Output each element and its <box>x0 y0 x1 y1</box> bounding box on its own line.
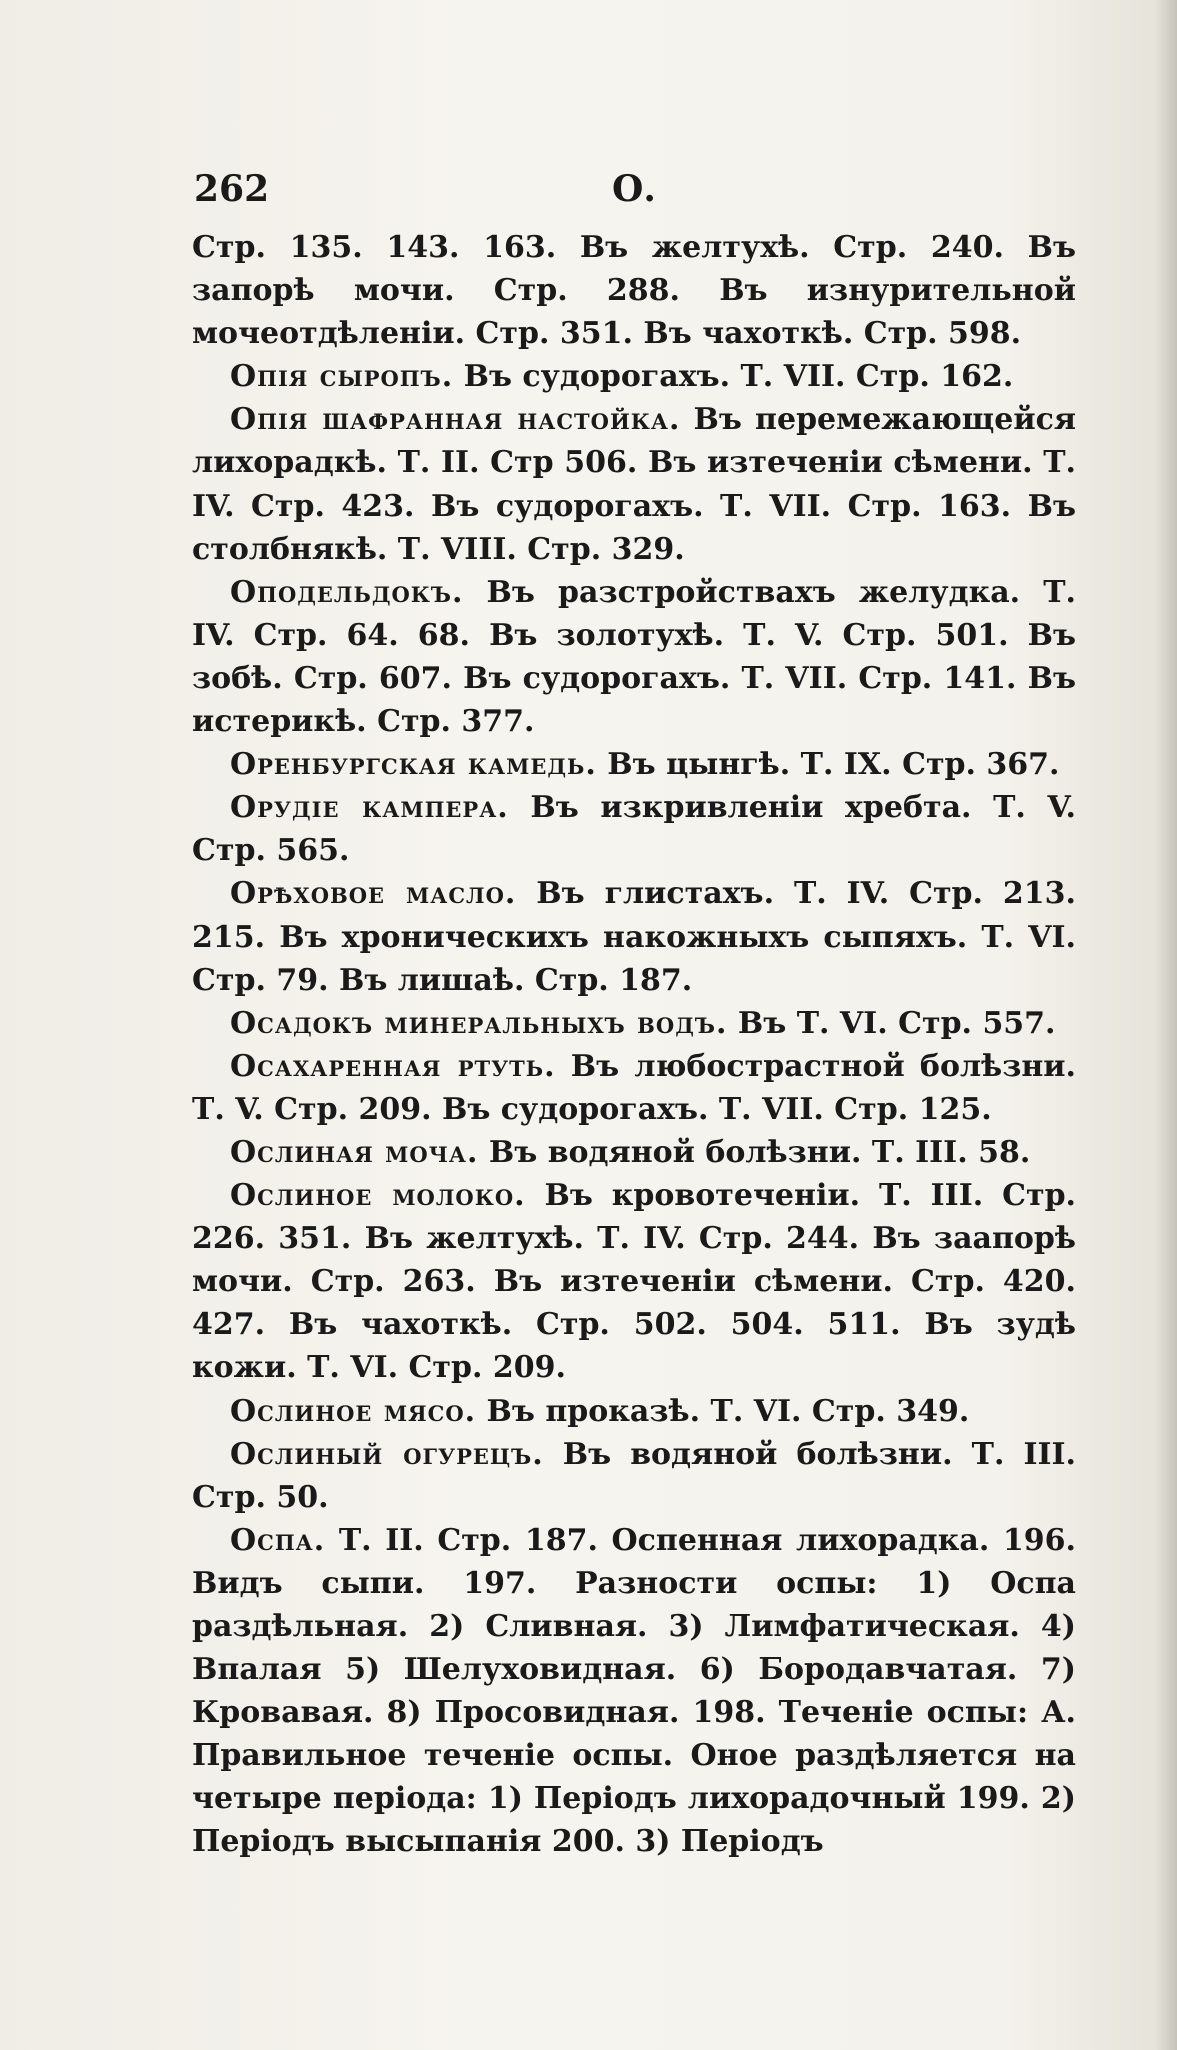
entry-text: Въ изкривленіи хребта. Т. V. Стр. 565. <box>192 790 1076 869</box>
index-entry <box>192 355 1076 398</box>
index-entry <box>192 226 1076 355</box>
entry-text: Въ любострастной болѣзни. Т. V. Стр. 209. Въ судорогахъ. Т. VII. Стр. 125. <box>192 1048 1076 1127</box>
entry-text: Въ разстройствахъ желудка. Т. IV. Стр. 64. 68. Въ золотухѣ. Т. V. Стр. 501. Въ зобѣ. Стр. 607. Въ судорогахъ. Т. VII. Стр. 141. Въ истерикѣ. Стр. 377. <box>192 574 1076 740</box>
index-body <box>192 226 1076 1864</box>
entry-term: Орѣховое масло. <box>230 876 517 912</box>
entry-text: Въ перемежающейся лихорадкѣ. Т. II. Стр 506. Въ изтеченіи сѣмени. Т. IV. Стр. 423. Въ судорогахъ. Т. VII. Стр. 163. Въ столбнякѣ. Т. VIII. Стр. 329. <box>192 402 1077 567</box>
index-entry <box>192 398 1076 570</box>
index-entry <box>192 786 1076 872</box>
entry-text: Въ водяной болѣзни. Т. III. 58. <box>478 1134 1031 1170</box>
entry-term: Ослиная моча. <box>230 1134 479 1170</box>
entry-text: Въ кровотеченіи. Т. III. Стр. 226. 351. Въ желтухѣ. Т. IV. Стр. 244. Въ заапорѣ мочи. Стр. 263. Въ изтеченіи сѣмени. Стр. 420. 427. Въ чахоткѣ. Стр. 502. 504. 511. Въ зудѣ кожи. Т. VI. Стр. 209. <box>192 1178 1076 1386</box>
entry-text: Въ цынгѣ. Т. IX. Стр. 367. <box>596 747 1060 783</box>
entry-text: Т. II. Стр. 187. Оспенная лихорадка. 196. Видъ сыпи. 197. Разности оспы: 1) Оспа раздѣльная. 2) Сливная. 3) Лимфатическая. 4) Впалая 5) Шелуховидная. 6) Бородавчатая. 7) Кровавая. 8) Просовидная. 198. Теченіе оспы: А. Правильное теченіе оспы. Оное раздѣляется на четыре періода: 1) Періодъ лихорадочный 199. 2) Періодъ высыпанія 200. 3) Періодъ <box>192 1522 1076 1860</box>
entry-text: Въ Т. VI. Стр. 557. <box>727 1005 1056 1041</box>
index-entry <box>192 1174 1076 1389</box>
index-entry <box>192 1131 1076 1174</box>
entry-text: Въ водяной болѣзни. Т. III. Стр. 50. <box>192 1436 1077 1515</box>
entry-term: Ослиное молоко. <box>230 1178 526 1214</box>
index-entry <box>192 1002 1076 1045</box>
entry-text: Въ глистахъ. Т. IV. Стр. 213. 215. Въ хроническихъ накожныхъ сыпяхъ. Т. VI. Стр. 79. Въ лишаѣ. Стр. 187. <box>192 876 1076 998</box>
index-entry <box>192 1433 1076 1519</box>
index-entry <box>192 1519 1076 1864</box>
entry-term: Осахаренная ртуть. <box>230 1048 556 1084</box>
index-entry <box>192 571 1076 743</box>
page-edge-shadow <box>1155 0 1177 2050</box>
entry-term: Оренбургская камедь. <box>230 747 597 783</box>
index-entry <box>192 872 1076 1001</box>
entry-term: Ослиный огурецъ. <box>230 1436 544 1472</box>
page-header <box>194 168 1074 228</box>
index-entry <box>192 1045 1076 1131</box>
entry-text: Стр. 135. 143. 163. Въ желтухѣ. Стр. 240. Въ запорѣ мочи. Стр. 288. Въ изнурительной мочеотдѣленіи. Стр. 351. Въ чахоткѣ. Стр. 598. <box>192 230 1076 352</box>
entry-term: Оподельдокъ. <box>230 574 464 610</box>
entry-term: Ослиное мясо. <box>230 1393 477 1429</box>
entry-term: Опія сыропъ. <box>230 359 454 395</box>
page-number: 262 <box>194 168 270 210</box>
entry-term: Оспа. <box>230 1522 326 1558</box>
entry-term: Опія шафранная настойка. <box>230 402 681 438</box>
index-entry <box>192 1390 1076 1433</box>
running-head: О. <box>612 168 656 210</box>
entry-text: Въ проказѣ. Т. VI. Стр. 349. <box>476 1393 970 1429</box>
entry-term: Орудіе кампера. <box>230 790 509 826</box>
index-entry <box>192 743 1076 786</box>
entry-term: Осадокъ минеральныхъ водъ. <box>230 1005 728 1041</box>
entry-text: Въ судорогахъ. Т. VII. Стр. 162. <box>453 359 1014 395</box>
